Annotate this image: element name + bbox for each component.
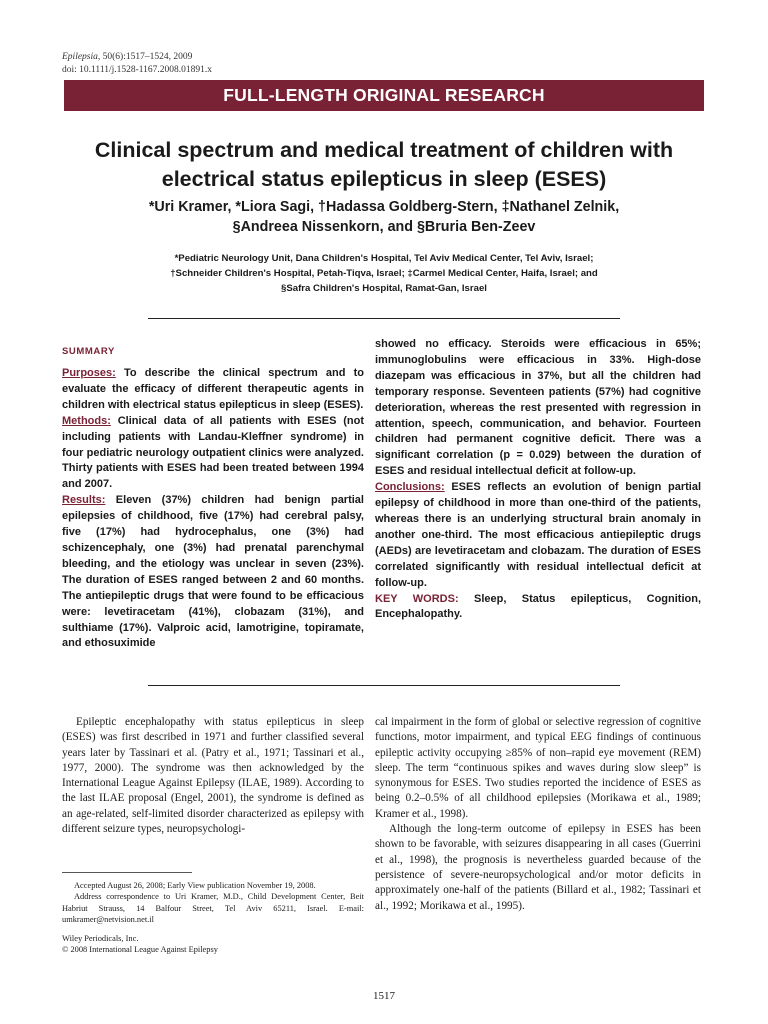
footnotes [62,880,364,956]
body-paragraph: Epileptic encephalopathy with status epilepticus in sleep (ESES) was first described in 1971 and further classified several years later by Tassinari et al. (Patry et al., 1971; Tassinari et al., 1977, 2000). The syndrome was then acknowledged by the International League Against Epilepsy (ILAE, 1989). According to the last ILAE proposal (Engel, 2001), the syndrome is defined as an age-related, self-limited disorder characterized as epilepsy with different seizure types, neuropsychologi- [62,716,364,836]
affiliation-line-2: †Schneider Children's Hospital, Petah-Tiqva, Israel; ‡Carmel Medical Center, Haifa, Israel; and [170,268,598,279]
abstract-conclusions [375,480,701,591]
results-label: Results: [62,494,106,507]
conclusions-text: ESES reflects an evolution of benign partial epilepsy of childhood in more than one-third of the patients, whereas there is an underlying structural brain anomaly in another one-third. The most efficacious antiepileptic drugs (AEDs) are levetiracetam and clobazam. The duration of ESES correlated significantly with residual intellectual deficit at follow-up. [375,481,701,589]
author-list [40,197,728,237]
footnote-accepted: Accepted August 26, 2008; Early View publication November 19, 2008. [74,881,316,890]
methods-text: Clinical data of all patients with ESES (not including patients with Landau-Kleffner syndrome) in four pediatric neurology outpatient clinics were analyzed. Thirty patients with ESES had been treated between 1994 and 2007. [62,414,364,491]
authors-line-2: §Andreea Nissenkorn, and §Bruria Ben-Zeev [232,219,536,235]
body-right-column [375,715,701,914]
affiliation-line-3: §Safra Children's Hospital, Ramat-Gan, Israel [281,283,487,294]
journal-name: Epilepsia [62,52,98,62]
title-line-1: Clinical spectrum and medical treatment of children with [94,138,674,162]
journal-citation [62,51,212,64]
affiliations [60,251,708,296]
section-banner: FULL-LENGTH ORIGINAL RESEARCH [64,80,704,111]
summary-heading: SUMMARY [62,346,115,357]
footnote-publisher: Wiley Periodicals, Inc. [62,934,139,944]
page-number: 1517 [373,990,395,1002]
divider-top [148,318,620,319]
journal-header [62,51,212,77]
article-title [40,136,728,194]
methods-label: Methods: [62,414,111,427]
abstract-left-column [62,366,364,652]
journal-volume: , 50(6):1517–1524, 2009 [97,52,193,62]
divider-bottom [148,685,620,686]
footnote-correspondence: Address correspondence to Uri Kramer, M.D., Child Development Center, Beit Habriut Strauss, 14 Balfour Street, Tel Aviv 65211, Israel. E-mail: umkramer@netvision.net.il [62,892,364,924]
abstract-results [62,493,364,652]
footnote-divider [62,872,192,873]
keywords-text: Sleep, Status epilepticus, Cognition, Encephalopathy. [375,592,701,621]
affiliation-line-1: *Pediatric Neurology Unit, Dana Children's Hospital, Tel Aviv Medical Center, Tel Aviv, Israel; [174,253,594,264]
authors-line-1: *Uri Kramer, *Liora Sagi, †Hadassa Goldberg-Stern, ‡Nathanel Zelnik, [148,199,620,215]
purposes-text: To describe the clinical spectrum and to evaluate the efficacy of different therapeutic agents in children with electrical status epilepticus in sleep (ESES). [62,367,364,411]
conclusions-label: Conclusions: [375,481,445,494]
footnote-copyright: © 2008 International League Against Epilepsy [62,945,218,955]
body-paragraph: Although the long-term outcome of epilepsy in ESES has been shown to be favorable, with seizures disappearing in all cases (Guerrini et al., 1998), the prognosis is nevertheless guarded because of the persistence of severe-neuropsychological and/or motor deficits in approximately one-half of the patients (Billard et al., 1982; Tassinari et al., 1992; Morikawa et al., 1995). [375,823,701,912]
body-paragraph: cal impairment in the form of global or selective regression of cognitive functions, motor impairment, and typical EEG findings of continuous epileptic activity occupying ≥85% of non–rapid eye movement (REM) sleep. The term “continuous spikes and waves during slow sleep” is synonymous for ESES. Two studies reported the incidence of ESES as being 0.2–0.5% of all childhood epilepsies (Morikawa et al., 1989; Kramer et al., 1998). [375,716,701,820]
keywords-label: KEY WORDS: [375,592,459,605]
results-text: Eleven (37%) children had benign partial epilepsies of childhood, five (17%) had cerebral palsy, five (17%) had hydrocephalus, one (3%) had schizencephaly, one (3%) had prenatal parenchymal bleeding, and the etiology was unclear in seven (23%). The duration of ESES ranged between 2 and 60 months. The antiepileptic drugs that were found to be efficacious were: levetiracetam (41%), clobazam (31%), and sulthiame (17%). Valproic acid, lamotrigine, topiramate, and ethosuximide [62,494,364,650]
title-line-2: electrical status epilepticus in sleep (ESES) [161,167,607,191]
body-left-column [62,715,364,837]
abstract-results-continued: showed no efficacy. Steroids were efficacious in 65%; immunoglobulins were efficacious in 33%. High-dose diazepam was efficacious in 37%, but all the children had temporary response. Seventeen patients (57%) had cognitive deterioration, whereas the rest presented with regression in attention, speech, communication, and behavior. Fourteen children had permanent cognitive deficit. There was a significant correlation (p = 0.029) between the duration of ESES and residual intellectual deficit at follow-up. [375,338,701,478]
abstract-methods [62,414,364,494]
abstract-keywords [375,592,701,624]
journal-doi: doi: 10.1111/j.1528-1167.2008.01891.x [62,65,213,75]
abstract-purposes [62,366,364,414]
abstract-right-column [375,337,701,623]
purposes-label: Purposes: [62,367,116,379]
